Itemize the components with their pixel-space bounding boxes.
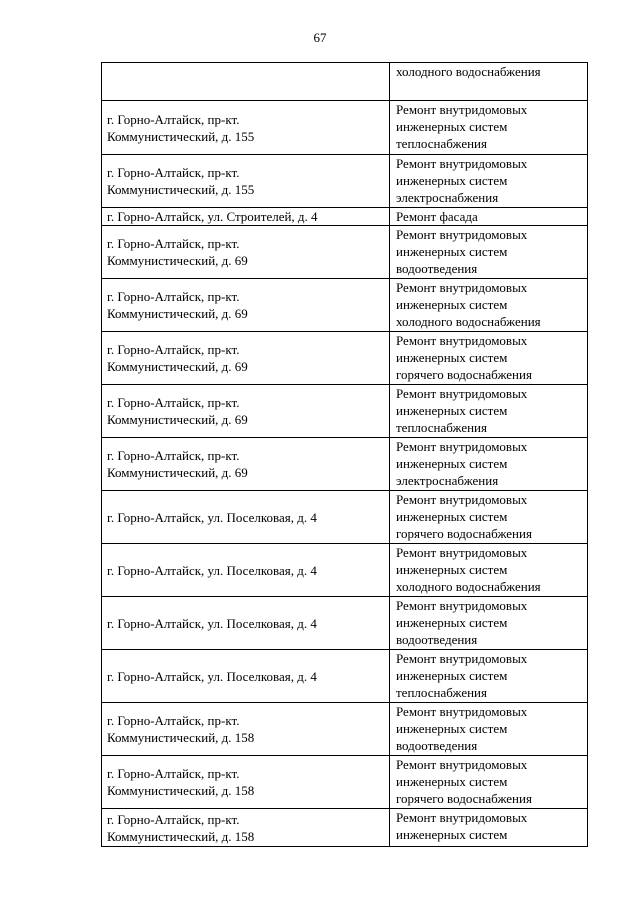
address-text: г. Горно-Алтайск, пр-кт. Коммунистический, д. 158 (107, 766, 255, 798)
table-row (102, 544, 588, 597)
work-type-cell (390, 650, 588, 703)
table-row (102, 226, 588, 279)
address-text: г. Горно-Алтайск, ул. Поселковая, д. 4 (107, 668, 317, 684)
address-text: г. Горно-Алтайск, пр-кт. Коммунистический, д. 69 (107, 395, 248, 427)
repair-schedule-table (101, 62, 588, 847)
address-cell (102, 438, 390, 491)
table-row (102, 63, 588, 101)
work-type-text: Ремонт внутридомовых инженерных систем водоотведения (396, 704, 528, 753)
work-type-text: Ремонт внутридомовых инженерных систем холодного водоснабжения (396, 280, 541, 329)
address-text: г. Горно-Алтайск, пр-кт. Коммунистический, д. 158 (107, 811, 255, 844)
table-row (102, 155, 588, 208)
address-cell (102, 279, 390, 332)
address-text: г. Горно-Алтайск, пр-кт. Коммунистический, д. 69 (107, 236, 248, 268)
table-row (102, 279, 588, 332)
work-type-cell (390, 544, 588, 597)
address-text: г. Горно-Алтайск, ул. Поселковая, д. 4 (107, 509, 317, 525)
address-cell (102, 208, 390, 226)
table-row (102, 597, 588, 650)
work-type-text: Ремонт внутридомовых инженерных систем холодного водоснабжения (396, 545, 541, 594)
address-cell (102, 809, 390, 847)
work-type-cell (390, 279, 588, 332)
work-type-cell (390, 756, 588, 809)
address-cell (102, 155, 390, 208)
address-cell (102, 650, 390, 703)
table-row (102, 650, 588, 703)
work-type-text: Ремонт внутридомовых инженерных систем горячего водоснабжения (396, 333, 532, 382)
address-text: г. Горно-Алтайск, пр-кт. Коммунистический, д. 69 (107, 289, 248, 321)
address-cell (102, 226, 390, 279)
address-text: г. Горно-Алтайск, пр-кт. Коммунистический, д. 69 (107, 448, 248, 480)
work-type-text: Ремонт внутридомовых инженерных систем теплоснабжения (396, 102, 528, 151)
table-row (102, 208, 588, 226)
address-cell (102, 332, 390, 385)
work-type-cell (390, 703, 588, 756)
work-type-cell (390, 491, 588, 544)
work-type-text: Ремонт внутридомовых инженерных систем горячего водоснабжения (396, 757, 532, 806)
work-type-cell (390, 101, 588, 155)
table-row (102, 385, 588, 438)
work-type-cell (390, 438, 588, 491)
work-type-text: Ремонт внутридомовых инженерных систем водоотведения (396, 598, 528, 647)
address-text: г. Горно-Алтайск, пр-кт. Коммунистический, д. 155 (107, 111, 255, 144)
work-type-text: Ремонт внутридомовых инженерных систем водоотведения (396, 227, 528, 276)
address-text: г. Горно-Алтайск, пр-кт. Коммунистический, д. 158 (107, 713, 255, 745)
address-cell (102, 101, 390, 155)
address-cell (102, 703, 390, 756)
work-type-cell (390, 208, 588, 226)
address-text: г. Горно-Алтайск, пр-кт. Коммунистический, д. 69 (107, 342, 248, 374)
work-type-text: Ремонт внутридомовых инженерных систем теплоснабжения (396, 651, 528, 700)
address-cell (102, 491, 390, 544)
address-cell (102, 544, 390, 597)
work-type-text: Ремонт внутридомовых инженерных систем теплоснабжения (396, 386, 528, 435)
work-type-cell (390, 226, 588, 279)
address-text: г. Горно-Алтайск, ул. Поселковая, д. 4 (107, 562, 317, 578)
address-cell (102, 63, 390, 101)
address-text: г. Горно-Алтайск, ул. Поселковая, д. 4 (107, 615, 317, 631)
address-text: г. Горно-Алтайск, ул. Строителей, д. 4 (107, 209, 318, 224)
work-type-text: Ремонт внутридомовых инженерных систем электроснабжения (396, 439, 528, 488)
work-type-text: Ремонт внутридомовых инженерных систем (396, 810, 528, 842)
table-row (102, 809, 588, 847)
table-row (102, 332, 588, 385)
work-type-cell (390, 332, 588, 385)
work-type-cell (390, 809, 588, 847)
address-cell (102, 756, 390, 809)
work-type-cell (390, 385, 588, 438)
table-row (102, 756, 588, 809)
work-type-text: Ремонт внутридомовых инженерных систем электроснабжения (396, 156, 528, 205)
work-type-cell (390, 63, 588, 101)
address-cell (102, 597, 390, 650)
page-number: 67 (313, 30, 327, 45)
table-row (102, 703, 588, 756)
work-type-text: Ремонт внутридомовых инженерных систем горячего водоснабжения (396, 492, 532, 541)
work-type-text: холодного водоснабжения (396, 64, 541, 79)
work-type-text: Ремонт фасада (396, 209, 478, 224)
table-row (102, 491, 588, 544)
work-type-cell (390, 155, 588, 208)
address-cell (102, 385, 390, 438)
work-type-cell (390, 597, 588, 650)
address-text: г. Горно-Алтайск, пр-кт. Коммунистический, д. 155 (107, 165, 255, 197)
table-row (102, 438, 588, 491)
table-row (102, 101, 588, 155)
